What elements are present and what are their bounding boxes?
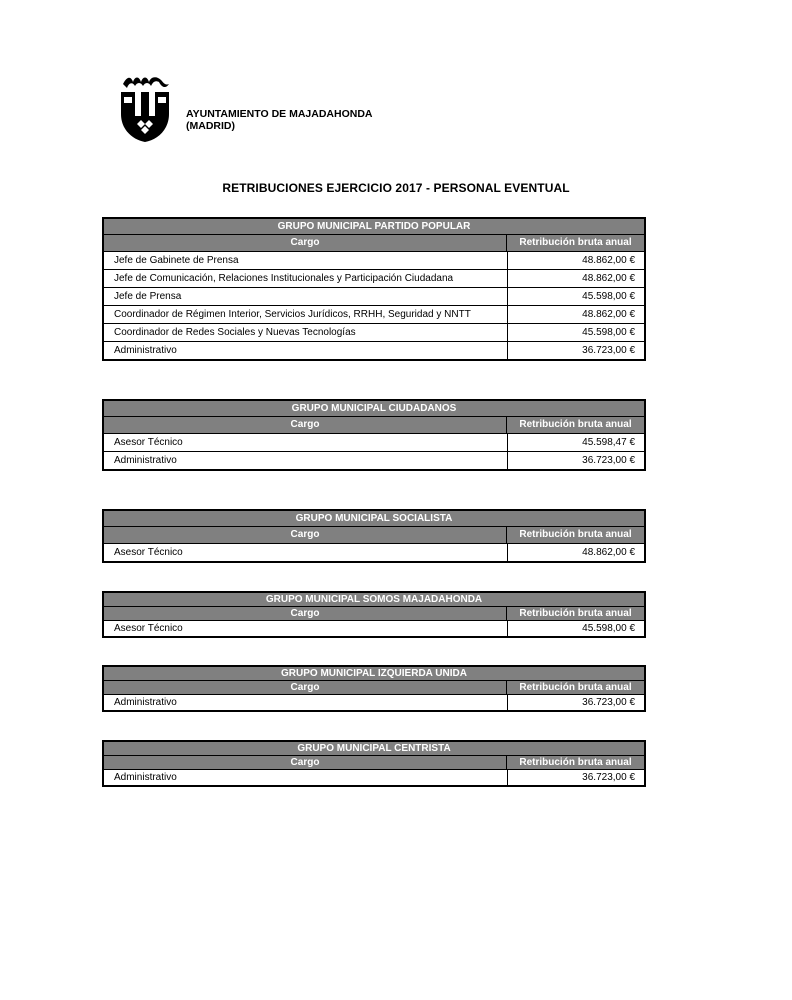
importe-cell: 36.723,00 € — [507, 695, 644, 710]
table-row — [104, 452, 644, 469]
table-group-ciudadanos — [102, 399, 646, 471]
table-row — [104, 288, 644, 306]
column-header-row — [104, 235, 644, 252]
municipal-coat-of-arms-logo — [119, 70, 171, 142]
table-row — [104, 621, 644, 636]
cargo-cell: Coordinador de Régimen Interior, Servicios Jurídicos, RRHH, Seguridad y NNTT — [114, 309, 471, 320]
cargo-cell: Administrativo — [114, 697, 177, 708]
table-group-centrista — [102, 740, 646, 787]
column-header-row — [104, 527, 644, 544]
group-header: GRUPO MUNICIPAL PARTIDO POPULAR — [104, 219, 644, 235]
organization-name — [186, 108, 372, 132]
table-row — [104, 342, 644, 359]
column-header-retribucion: Retribución bruta anual — [506, 607, 644, 620]
column-header-row — [104, 681, 644, 695]
organization-line-1: AYUNTAMIENTO DE MAJADAHONDA — [186, 108, 373, 120]
column-header-retribucion: Retribución bruta anual — [506, 756, 644, 769]
document-title: RETRIBUCIONES EJERCICIO 2017 - PERSONAL EVENTUAL — [222, 181, 570, 195]
table-row — [104, 434, 644, 452]
table-row — [104, 544, 644, 561]
importe-cell: 48.862,00 € — [507, 252, 644, 269]
organization-line-2: (MADRID) — [186, 120, 235, 132]
cargo-cell: Asesor Técnico — [114, 437, 183, 448]
importe-cell: 45.598,47 € — [507, 434, 644, 451]
column-header-retribucion: Retribución bruta anual — [506, 235, 644, 251]
importe-cell: 48.862,00 € — [507, 270, 644, 287]
column-header-cargo: Cargo — [290, 757, 320, 768]
column-header-row — [104, 756, 644, 770]
table-group-somos-majadahonda — [102, 591, 646, 638]
table-row — [104, 770, 644, 785]
importe-cell: 48.862,00 € — [507, 544, 644, 561]
column-header-cargo: Cargo — [290, 682, 320, 693]
column-header-retribucion: Retribución bruta anual — [506, 527, 644, 543]
table-row — [104, 695, 644, 710]
cargo-cell: Administrativo — [114, 345, 177, 356]
importe-cell: 45.598,00 € — [507, 324, 644, 341]
column-header-retribucion: Retribución bruta anual — [506, 681, 644, 694]
column-header-cargo: Cargo — [290, 419, 320, 430]
cargo-cell: Jefe de Prensa — [114, 291, 182, 302]
table-row — [104, 324, 644, 342]
table-row — [104, 252, 644, 270]
table-row — [104, 306, 644, 324]
cargo-cell: Jefe de Gabinete de Prensa — [114, 255, 239, 266]
column-header-cargo: Cargo — [290, 237, 320, 248]
cargo-cell: Coordinador de Redes Sociales y Nuevas Tecnologías — [114, 327, 356, 338]
table-group-socialista — [102, 509, 646, 563]
table-group-partido-popular — [102, 217, 646, 361]
importe-cell: 36.723,00 € — [507, 770, 644, 785]
cargo-cell: Administrativo — [114, 772, 177, 783]
cargo-cell: Administrativo — [114, 455, 177, 466]
importe-cell: 45.598,00 € — [507, 288, 644, 305]
column-header-row — [104, 417, 644, 434]
table-row — [104, 270, 644, 288]
column-header-cargo: Cargo — [290, 608, 320, 619]
cargo-cell: Asesor Técnico — [114, 623, 183, 634]
column-header-row — [104, 607, 644, 621]
cargo-cell: Jefe de Comunicación, Relaciones Institucionales y Participación Ciudadana — [114, 273, 454, 284]
group-header: GRUPO MUNICIPAL SOCIALISTA — [104, 511, 644, 527]
importe-cell: 36.723,00 € — [507, 342, 644, 359]
group-header: GRUPO MUNICIPAL CIUDADANOS — [104, 401, 644, 417]
cargo-cell: Asesor Técnico — [114, 547, 183, 558]
column-header-cargo: Cargo — [290, 529, 320, 540]
table-group-izquierda-unida — [102, 665, 646, 712]
group-header: GRUPO MUNICIPAL IZQUIERDA UNIDA — [104, 667, 644, 681]
importe-cell: 48.862,00 € — [507, 306, 644, 323]
importe-cell: 36.723,00 € — [507, 452, 644, 469]
importe-cell: 45.598,00 € — [507, 621, 644, 636]
column-header-retribucion: Retribución bruta anual — [506, 417, 644, 433]
group-header: GRUPO MUNICIPAL CENTRISTA — [104, 742, 644, 756]
group-header: GRUPO MUNICIPAL SOMOS MAJADAHONDA — [104, 593, 644, 607]
